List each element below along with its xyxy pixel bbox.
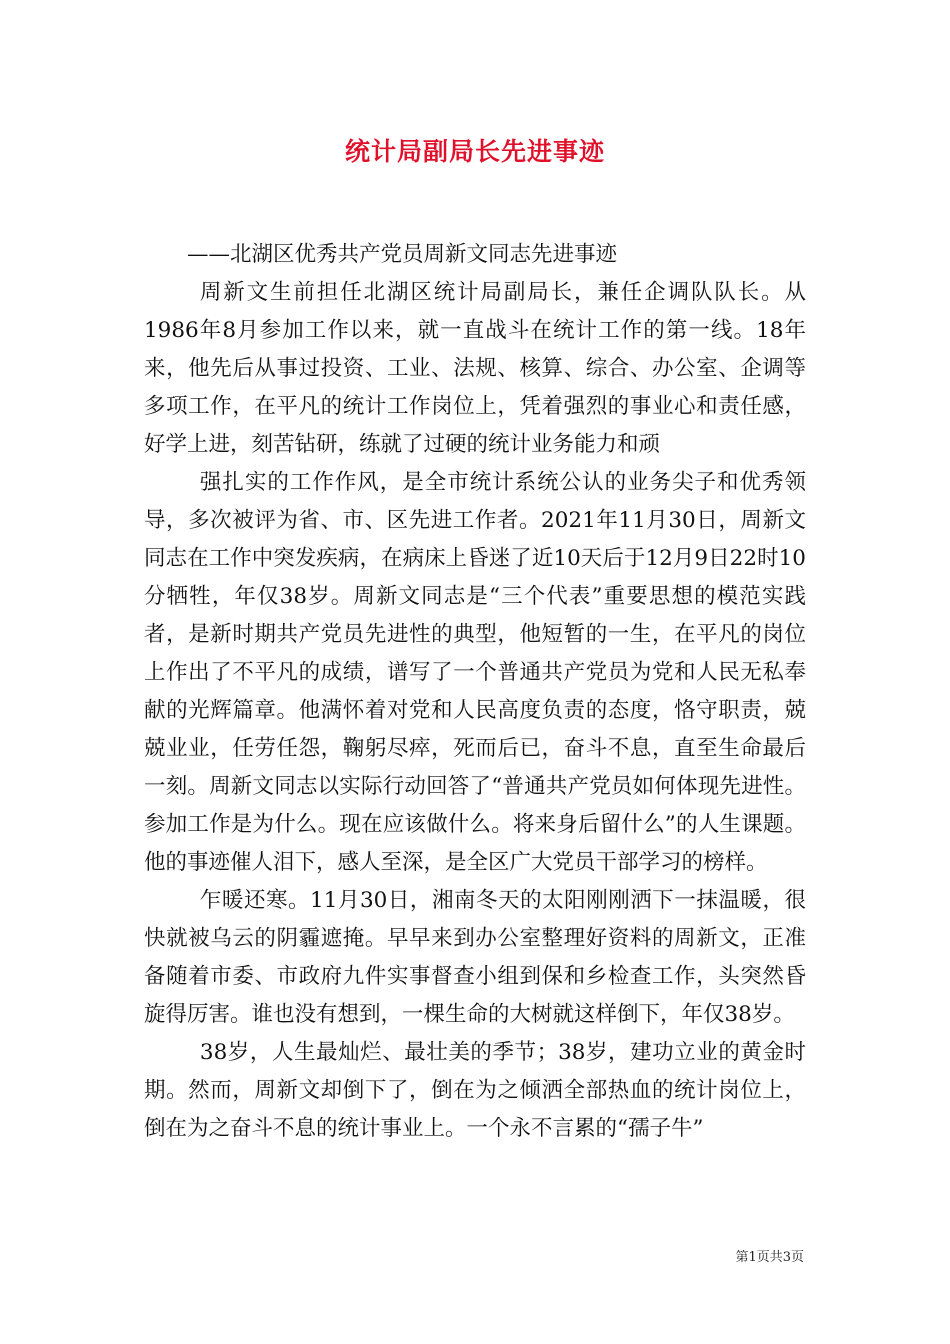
paragraph-1: 周新文生前担任北湖区统计局副局长，兼任企调队队长。从1986年8月参加工作以来，就一直战斗在统计工作的第一线。18年来，他先后从事过投资、工业、法规、核算、综合、办公室、企调等多项工作，在平凡的统计工作岗位上，凭着强烈的事业心和责任感，好学上进，刻苦钻研，练就了过硬的统计业务能力和顽 <box>144 280 806 457</box>
document-subtitle: ——北湖区优秀共产党员周新文同志先进事迹 <box>187 242 618 267</box>
paragraph-2: 强扎实的工作作风，是全市统计系统公认的业务尖子和优秀领导，多次被评为省、市、区先进工作者。2021年11月30日，周新文同志在工作中突发疾病，在病床上昏迷了近10天后于12月9日22时10分牺牲，年仅38岁。周新文同志是“三个代表”重要思想的模范实践者，是新时期共产党员先进性的典型，他短暂的一生，在平凡的岗位上作出了不平凡的成绩，谱写了一个普通共产党员为党和人民无私奉献的光辉篇章。他满怀着对党和人民高度负责的态度，恪守职责，兢兢业业，任劳任怨，鞠躬尽瘁，死而后已，奋斗不息，直至生命最后一刻。周新文同志以实际行动回答了“普通共产党员如何体现先进性。参加工作是为什么。现在应该做什么。将来身后留什么”的人生课题。他的事迹催人泪下，感人至深，是全区广大党员干部学习的榜样。 <box>144 470 806 875</box>
document-body <box>144 236 806 1148</box>
paragraph-3: 乍暖还寒。11月30日，湘南冬天的太阳刚刚洒下一抹温暖，很快就被乌云的阴霾遮掩。早早来到办公室整理好资料的周新文，正准备随着市委、市政府九件实事督查小组到保和乡检查工作，头突然昏旋得厉害。谁也没有想到，一棵生命的大树就这样倒下，年仅38岁。 <box>144 888 806 1027</box>
paragraph-4: 38岁，人生最灿烂、最壮美的季节；38岁，建功立业的黄金时期。然而，周新文却倒下了，倒在为之倾洒全部热血的统计岗位上，倒在为之奋斗不息的统计事业上。一个永不言累的“孺子牛” <box>144 1040 806 1141</box>
page-number: 第1页共3页 <box>735 1250 804 1265</box>
document-title: 统计局副局长先进事迹 <box>344 137 605 166</box>
